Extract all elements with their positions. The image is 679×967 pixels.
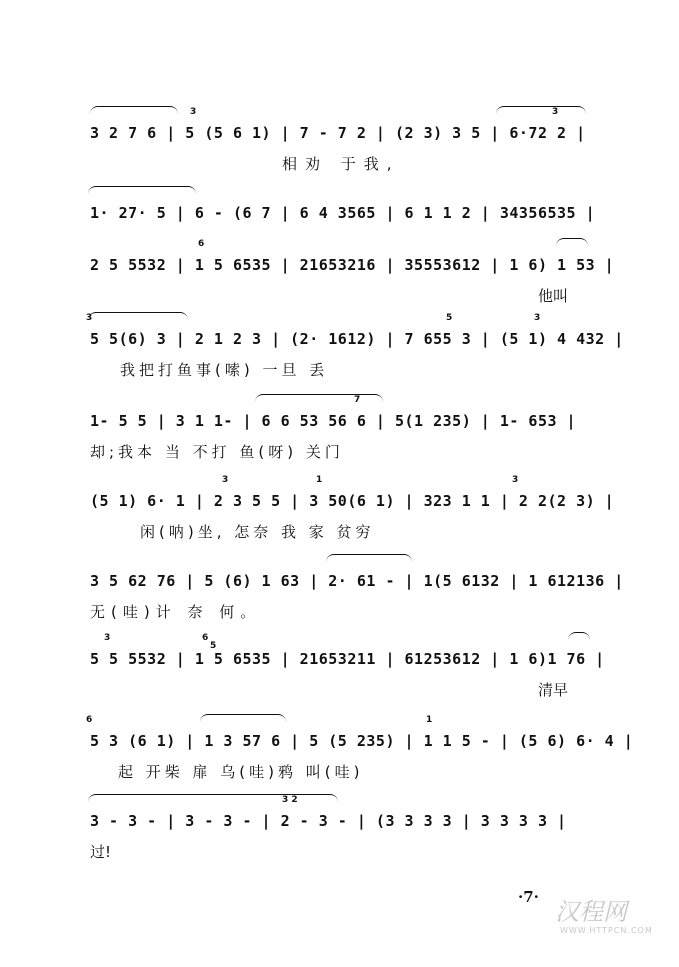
lyric-line: 相劝 于我, xyxy=(282,155,400,173)
grace-note: 3 2 xyxy=(282,795,298,805)
lyric-line: 我把打鱼事(嗦) 一旦 丢 xyxy=(120,361,329,379)
grace-note: 3 xyxy=(104,633,111,643)
notation-line: (5 1) 6· 1 | 2 3 5 5 | 3 50(6 1) | 323 1 1 | 2 2(2 3) | xyxy=(90,492,615,510)
page-number: ·7· xyxy=(518,888,539,906)
notation-line: 3 5 62 76 | 5 (6) 1 63 | 2· 61 - | 1(5 6132 | 1 612136 | xyxy=(90,572,624,590)
grace-note: 6 xyxy=(202,633,209,643)
lyric-line: 却;我本 当 不打 鱼(呀) 关门 xyxy=(90,443,344,461)
watermark-logo: 汉程网 xyxy=(555,898,627,926)
music-system-10 xyxy=(0,795,679,896)
grace-note: 3 xyxy=(512,475,519,485)
grace-note: 3 xyxy=(534,313,541,323)
watermark-url: WWW.HTTPCN.COM xyxy=(560,926,653,935)
phrase-line xyxy=(568,632,590,643)
grace-note: 3 xyxy=(86,313,93,323)
grace-note: 3 xyxy=(222,475,229,485)
grace-note: 6 xyxy=(198,239,205,249)
notation-line: 3 - 3 - | 3 - 3 - | 2 - 3 - | (3 3 3 3 | 3 3 3 3 | xyxy=(90,812,567,830)
grace-note: 1 xyxy=(426,715,433,725)
notation-line: 3 2 7 6 | 5 (5 6 1) | 7 - 7 2 | (2 3) 3 5 | 6·72 2 | xyxy=(90,124,586,142)
lyric-line: 闲(呐)坐, 怎奈 我 家 贫穷 xyxy=(140,523,375,541)
notation-line: 5 5(6) 3 | 2 1 2 3 | (2· 1612) | 7 655 3 | (5 1) 4 432 | xyxy=(90,330,624,348)
notation-line: 5 5 5532 | 1 5 6535 | 21653211 | 61253612 | 1 6)1 76 | xyxy=(90,650,605,668)
notation-line: 2 5 5532 | 1 5 6535 | 21653216 | 35553612 | 1 6) 1 53 | xyxy=(90,256,615,274)
grace-note: 5 xyxy=(210,641,217,651)
phrase-line xyxy=(88,794,338,805)
lyric-line: 起 开柴 扉 乌(哇)鸦 叫(哇) xyxy=(118,763,364,781)
grace-note: 7 xyxy=(354,395,361,405)
phrase-line xyxy=(255,394,383,405)
phrase-line xyxy=(88,312,188,323)
music-system-5 xyxy=(0,395,679,496)
grace-note: 1 xyxy=(316,475,323,485)
phrase-line xyxy=(200,714,286,725)
grace-note: 3 xyxy=(190,107,197,117)
grace-note: 6 xyxy=(86,715,93,725)
phrase-line xyxy=(556,238,588,249)
lyric-line: 无(哇)计 奈 何。 xyxy=(90,603,262,621)
lyric-line: 清早 xyxy=(538,681,569,699)
music-system-8 xyxy=(0,633,679,734)
phrase-line xyxy=(496,106,586,117)
phrase-line xyxy=(90,106,178,117)
lyric-line: 过! xyxy=(90,843,112,861)
phrase-line xyxy=(88,186,196,197)
grace-note: 3 xyxy=(552,107,559,117)
notation-line: 1· 27· 5 | 6 - (6 7 | 6 4 3565 | 6 1 1 2 | 34356535 | xyxy=(90,204,596,222)
phrase-line xyxy=(326,554,412,565)
notation-line: 5 3 (6 1) | 1 3 57 6 | 5 (5 235) | 1 1 5 - | (5 6) 6· 4 | xyxy=(90,732,634,750)
notation-line: 1- 5 5 | 3 1 1- | 6 6 53 56 6 | 5(1 235) | 1- 653 | xyxy=(90,412,577,430)
grace-note: 5 xyxy=(446,313,453,323)
lyric-line: 他叫 xyxy=(538,287,569,305)
